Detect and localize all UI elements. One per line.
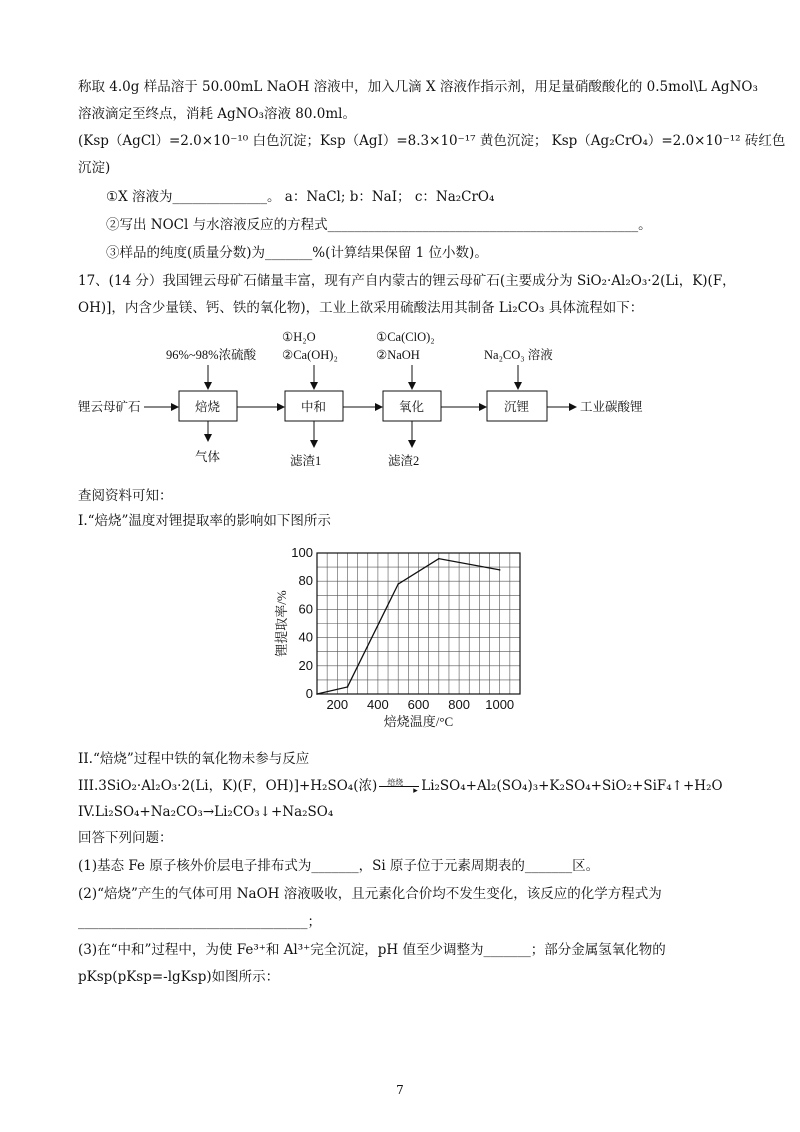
equation-line <box>78 777 723 795</box>
flow-product-label: 工业碳酸锂 <box>580 400 643 414</box>
flow-output-gas: 气体 <box>195 450 221 464</box>
flow-reagent-2a: ①H₂O <box>282 330 316 344</box>
answer-blank-line: __________________________________； <box>78 914 321 930</box>
page-number: 7 <box>396 1083 404 1097</box>
text-line: I.“焙烧”温度对锂提取率的影响如下图所示 <box>78 513 331 529</box>
y-tick-label: 40 <box>298 629 313 645</box>
flow-box-neutralize-label: 中和 <box>301 400 327 414</box>
text-line: OH)]，内含少量镁、钙、铁的氧化物)，工业上欲采用硫酸法用其制备 Li₂CO₃ 具体流程如下： <box>78 300 644 316</box>
equation-line: IV.Li₂SO₄+Na₂CO₃→Li₂CO₃↓+Na₂SO₄ <box>78 804 334 820</box>
question-line: (3)在“中和”过程中，为使 Fe³⁺和 Al³⁺完全沉淀，pH 值至少调整为_______；部分金属氢氧化物的 <box>78 942 666 958</box>
flow-reagent-4: Na₂CO₃ 溶液 <box>484 348 553 362</box>
flow-reagent-1: 96%~98%浓硫酸 <box>166 348 257 362</box>
x-tick-label: 1000 <box>485 697 515 712</box>
flow-output-residue-2: 滤渣2 <box>388 454 420 468</box>
x-tick-label: 600 <box>407 697 430 712</box>
y-tick-label: 80 <box>298 573 313 589</box>
flow-output-residue-1: 滤渣1 <box>290 454 322 468</box>
text-line: II.“焙烧”过程中铁的氧化物未参与反应 <box>78 751 310 767</box>
question-line: ③样品的纯度(质量分数)为_______%(计算结果保留 1 位小数)。 <box>106 245 488 261</box>
data-point <box>438 558 440 560</box>
y-tick-label: 100 <box>291 545 313 560</box>
x-axis-label: 焙烧温度/°C <box>383 714 454 729</box>
flow-box-roast-label: 焙烧 <box>195 400 221 414</box>
y-tick-label: 0 <box>305 686 313 701</box>
text-line: (Ksp（AgCl）=2.0×10⁻¹⁰ 白色沉淀；Ksp（AgI）=8.3×10⁻¹⁷ 黄色沉淀； Ksp（Ag₂CrO₄）=2.0×10⁻¹² 砖红色 <box>78 133 786 149</box>
text-line: pKsp(pKsp=-lgKsp)如图所示： <box>78 969 280 985</box>
data-point <box>316 693 318 695</box>
x-tick-label: 200 <box>326 697 349 712</box>
data-point <box>499 569 501 571</box>
equation-condition: 焙烧 <box>387 778 404 787</box>
flow-reagent-3a: ①Ca(ClO)₂ <box>376 330 435 344</box>
question-line: (2)“焙烧”产生的气体可用 NaOH 溶液吸收，且元素化合价均不发生变化，该反应的化学方程式为 <box>78 886 662 902</box>
flow-reagent-2b: ②Ca(OH)₂ <box>282 348 338 362</box>
data-point <box>397 583 399 585</box>
flow-box-precipitate-label: 沉锂 <box>504 400 530 414</box>
flow-input-label: 锂云母矿石 <box>78 400 141 414</box>
y-tick-label: 20 <box>298 657 313 673</box>
y-axis-label: 锂提取率/% <box>274 590 289 657</box>
equation-arrow: 焙烧 ▸ <box>377 777 421 795</box>
text-line: 沉淀) <box>78 160 111 176</box>
process-flow-diagram <box>78 325 718 475</box>
flow-reagent-3b: ②NaOH <box>376 348 420 362</box>
text-line: 查阅资料可知： <box>78 488 173 504</box>
text-line: 溶液滴定至终点，消耗 AgNO₃溶液 80.0ml。 <box>78 106 356 122</box>
flow-box-oxidize-label: 氧化 <box>399 400 425 414</box>
extraction-rate-chart <box>274 535 540 740</box>
question-line: ②写出 NOCl 与水溶液反应的方程式______________________________________________。 <box>106 217 652 233</box>
data-point <box>347 686 349 688</box>
question-option-line: ①X 溶液为______________。 a：NaCl; b：NaI； c：Na₂CrO₄ <box>106 189 495 205</box>
text-line: 称取 4.0g 样品溶于 50.00mL NaOH 溶液中，加入几滴 X 溶液作指示剂，用足量硝酸酸化的 0.5mol\L AgNO₃ <box>78 79 758 95</box>
question-line: (1)基态 Fe 原子核外价层电子排布式为_______，Si 原子位于元素周期表的_______区。 <box>78 858 600 874</box>
question-heading: 17、(14 分）我国锂云母矿石储量丰富，现有产自内蒙古的锂云母矿石(主要成分为 SiO₂·Al₂O₃·2(Li，K)(F， <box>78 273 736 289</box>
text-line: 回答下列问题： <box>78 830 173 846</box>
x-tick-label: 800 <box>448 697 470 712</box>
equation-products: Li₂SO₄+Al₂(SO₄)₃+K₂SO₄+SiO₂+SiF₄↑+H₂O <box>421 778 723 794</box>
x-tick-label: 400 <box>367 697 389 712</box>
y-tick-label: 60 <box>298 601 313 617</box>
equation-reactants: III.3SiO₂·Al₂O₃·2(Li，K)(F，OH)]+H₂SO₄(浓) <box>78 778 378 794</box>
